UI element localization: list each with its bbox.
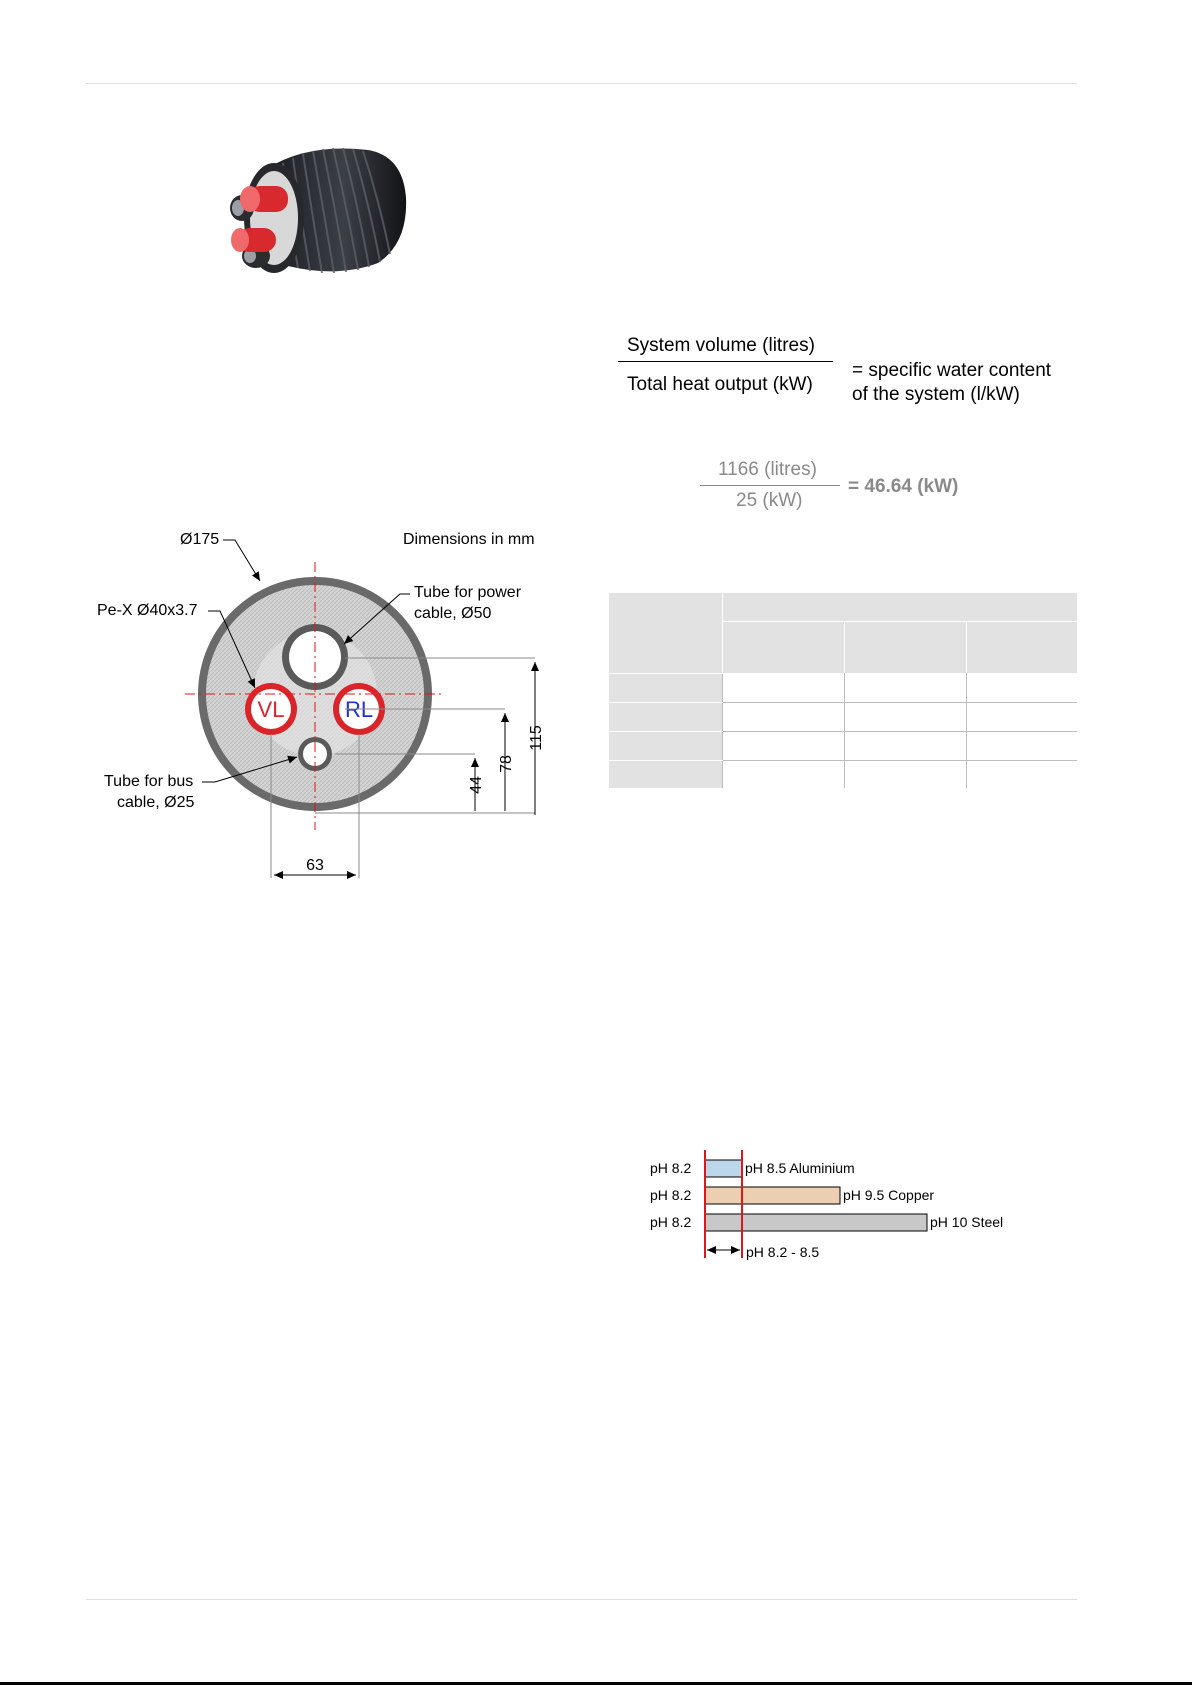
table-header-cell: [845, 621, 967, 673]
formula-fraction-line: [618, 361, 833, 362]
top-divider: [86, 83, 1077, 84]
dim-115: 115: [528, 725, 545, 751]
pex-label: Pe-X Ø40x3.7: [97, 602, 198, 619]
pipe-product-image: [228, 138, 412, 278]
bus-tube-label-1: Tube for bus: [104, 773, 194, 790]
data-table: [609, 593, 1077, 788]
vl-label: VL: [257, 697, 285, 722]
ph-range-bar: [705, 1187, 840, 1204]
bus-tube-label-2: cable, Ø25: [117, 794, 195, 811]
dimensions-note: Dimensions in mm: [403, 531, 535, 548]
ph-row-start-label: pH 8.2: [650, 1160, 692, 1176]
table-row: [609, 673, 1077, 702]
ph-row-end-label: pH 8.5 Aluminium: [745, 1160, 855, 1176]
formula-result-line-2: of the system (l/kW): [852, 384, 1020, 405]
bottom-divider: [86, 1599, 1077, 1600]
power-tube-label-2: cable, Ø50: [414, 605, 492, 622]
example-numerator: 1166 (litres): [718, 459, 817, 480]
table-header-cell: [723, 593, 1078, 621]
ph-row-end-label: pH 10 Steel: [930, 1214, 1004, 1230]
table-header-cell: [723, 621, 845, 673]
table-row: [609, 702, 1077, 731]
table-header-cell: [967, 621, 1078, 673]
outer-diameter-label: Ø175: [180, 531, 220, 548]
ph-chart: [650, 1150, 1050, 1265]
dim-78: 78: [498, 755, 515, 773]
ph-range-label: pH 8.2 - 8.5: [746, 1244, 820, 1260]
rl-label: RL: [344, 697, 374, 722]
ph-range-bar: [705, 1214, 927, 1231]
table-row: [609, 731, 1077, 760]
ph-row-start-label: pH 8.2: [650, 1187, 692, 1203]
table-row: [609, 760, 1077, 788]
pipe-cross-section-diagram: [90, 520, 570, 890]
dim-63: 63: [306, 857, 324, 874]
formula-result-line-1: = specific water content: [852, 360, 1052, 381]
dim-44: 44: [468, 776, 485, 794]
ph-range-bar: [705, 1160, 742, 1177]
example-fraction-line: [700, 485, 840, 486]
ph-row-start-label: pH 8.2: [650, 1214, 692, 1230]
example-result: = 46.64 (kW): [848, 476, 959, 497]
table-header-cell: [609, 593, 723, 673]
formula-denominator: Total heat output (kW): [627, 374, 813, 395]
formula-numerator: System volume (litres): [627, 335, 815, 356]
ph-row-end-label: pH 9.5 Copper: [843, 1187, 935, 1203]
example-denominator: 25 (kW): [736, 490, 803, 511]
power-tube-label-1: Tube for power: [414, 584, 522, 601]
